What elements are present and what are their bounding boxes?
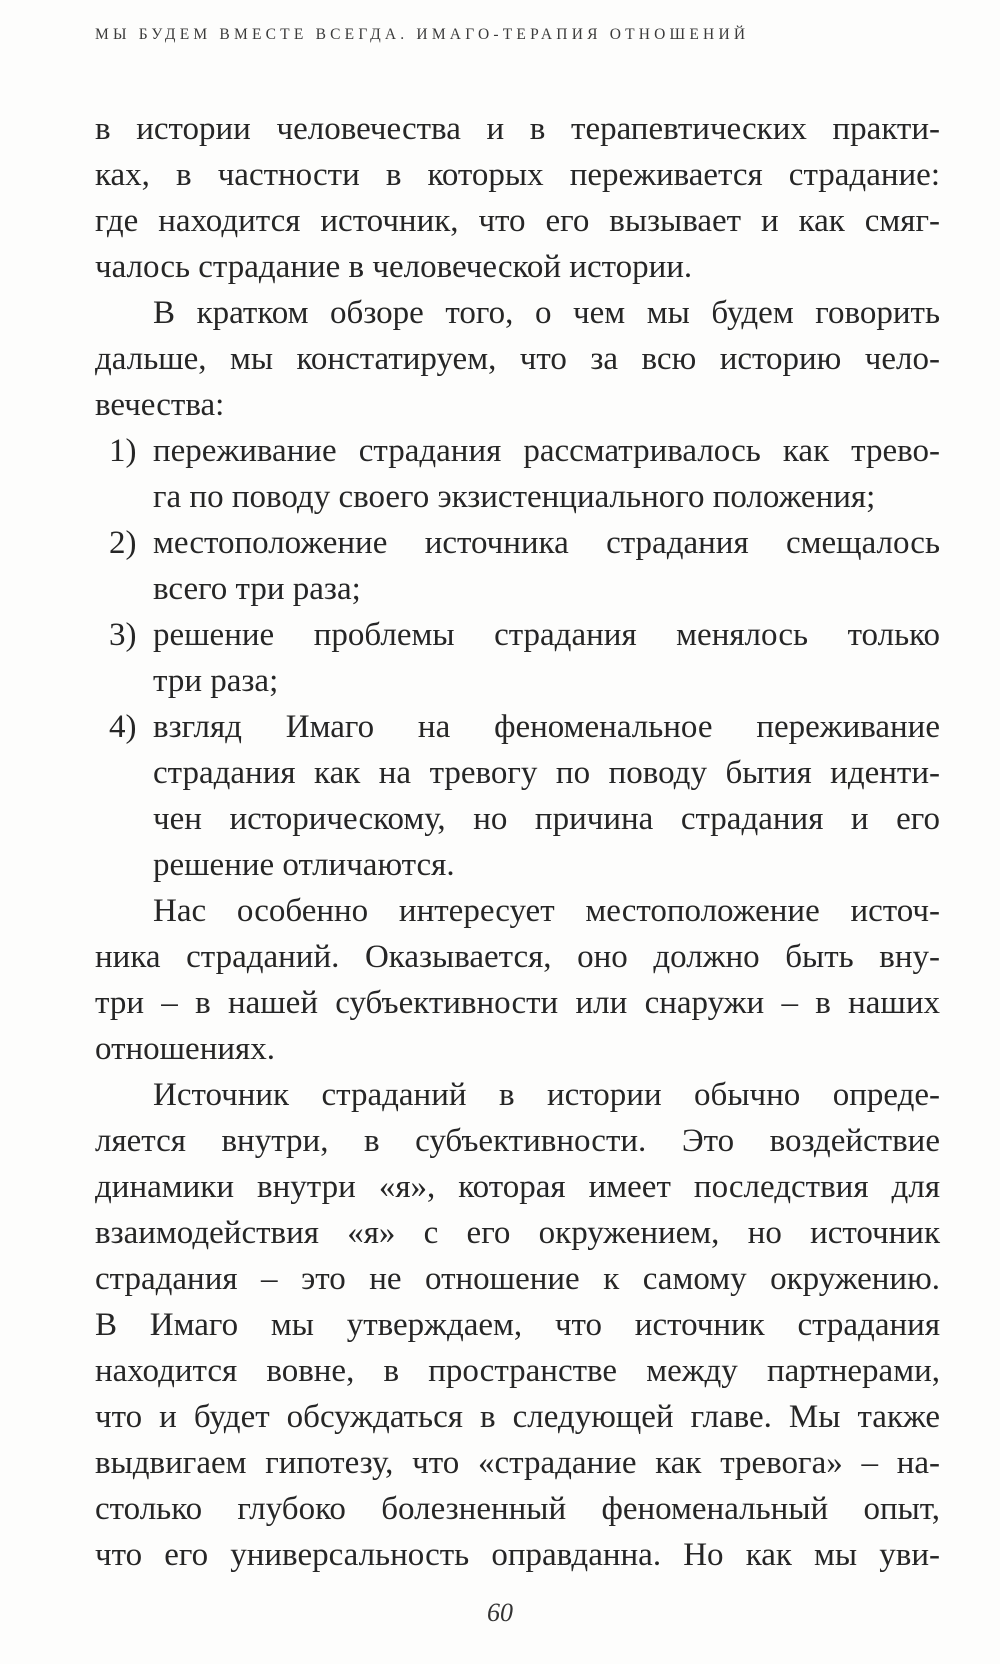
- list-number: 2): [109, 525, 137, 561]
- list-text: переживание страдания рассматривалось как трево-: [153, 433, 940, 469]
- text-line: чен историческому, но причина страдания и его: [153, 801, 940, 837]
- numbered-list: [95, 428, 940, 888]
- text-line: находится вовне, в пространстве между партнерами,: [95, 1353, 940, 1389]
- list-item: [95, 612, 940, 704]
- text-line: [95, 428, 940, 474]
- text-line: в истории человечества и в терапевтических практи-: [95, 111, 940, 147]
- text-line: где находится источник, что его вызывает и как смяг-: [95, 203, 940, 239]
- text-line: В Имаго мы утверждаем, что источник страдания: [95, 1307, 940, 1343]
- running-head: МЫ БУДЕМ ВМЕСТЕ ВСЕГДА. ИМАГО-ТЕРАПИЯ ОТНОШЕНИЙ: [95, 26, 750, 43]
- text-line: столько глубоко болезненный феноменальный опыт,: [95, 1491, 940, 1527]
- text-line: чалось страдание в человеческой истории.: [95, 249, 693, 285]
- text-line: Нас особенно интересует местоположение источ-: [153, 893, 940, 929]
- list-number: 1): [109, 433, 137, 469]
- text-line: взаимодействия «я» с его окружением, но источник: [95, 1215, 940, 1251]
- list-item: [95, 704, 940, 888]
- list-item: [95, 520, 940, 612]
- text-line: [95, 520, 940, 566]
- text-line: [95, 612, 940, 658]
- list-text: взгляд Имаго на феноменальное переживание: [153, 709, 940, 745]
- text-line: [95, 704, 940, 750]
- text-line: В кратком обзоре того, о чем мы будем говорить: [153, 295, 940, 331]
- text-line: выдвигаем гипотезу, что «страдание как тревога» – на-: [95, 1445, 940, 1481]
- text-line: ника страданий. Оказывается, оно должно быть вну-: [95, 939, 940, 975]
- text-line: что его универсальность оправданна. Но как мы уви-: [95, 1537, 940, 1573]
- text-line: страдания – это не отношение к самому окружению.: [95, 1261, 940, 1297]
- text-line: вечества:: [95, 387, 225, 423]
- list-number: 3): [109, 617, 137, 653]
- text-line: га по поводу своего экзистенциального положения;: [153, 479, 876, 515]
- list-item: [95, 428, 940, 520]
- text-line: динамики внутри «я», которая имеет последствия для: [95, 1169, 940, 1205]
- paragraph: [95, 106, 940, 290]
- text-line: отношениях.: [95, 1031, 275, 1067]
- list-number: 4): [109, 709, 137, 745]
- paragraph: [95, 1072, 940, 1578]
- paragraph: [95, 290, 940, 428]
- list-text: решение проблемы страдания менялось только: [153, 617, 940, 653]
- text-line: ляется внутри, в субъективности. Это воздействие: [95, 1123, 940, 1159]
- text-line: три – в нашей субъективности или снаружи – в наших: [95, 985, 940, 1021]
- text-line: дальше, мы констатируем, что за всю историю чело-: [95, 341, 940, 377]
- paragraph: [95, 888, 940, 1072]
- text-line: страдания как на тревогу по поводу бытия иденти-: [153, 755, 940, 791]
- list-text: местоположение источника страдания смещалось: [153, 525, 940, 561]
- page-body: [95, 106, 940, 1578]
- text-line: что и будет обсуждаться в следующей главе. Мы также: [95, 1399, 940, 1435]
- text-line: Источник страданий в истории обычно опреде-: [153, 1077, 940, 1113]
- text-line: решение отличаются.: [153, 847, 455, 883]
- text-line: всего три раза;: [153, 571, 361, 607]
- text-line: три раза;: [153, 663, 279, 699]
- text-line: ках, в частности в которых переживается страдание:: [95, 157, 940, 193]
- page-number: 60: [487, 1598, 513, 1627]
